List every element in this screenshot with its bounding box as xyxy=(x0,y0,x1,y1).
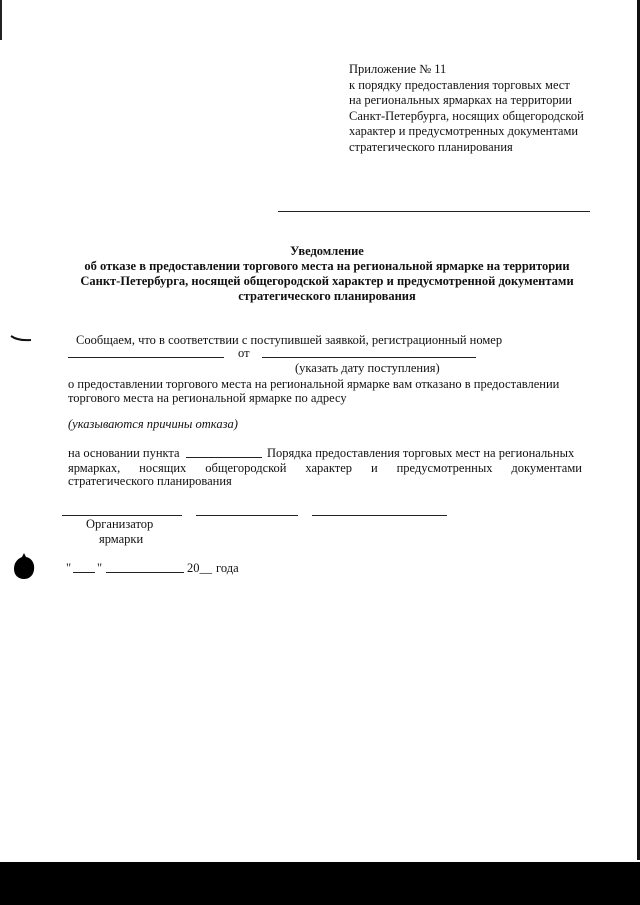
annex-line: на региональных ярмарках на территории xyxy=(349,93,572,108)
annex-line: к порядку предоставления торговых мест xyxy=(349,77,570,92)
basis-word: характер xyxy=(305,461,353,475)
basis-word: носящих xyxy=(139,461,187,475)
basis-word: ярмарках, xyxy=(68,461,121,475)
basis-prefix: на основании пункта xyxy=(68,446,180,460)
date-close-quote: " xyxy=(97,561,103,575)
refusal-text: о предоставлении торгового места на региональной ярмарке вам отказано в предоставлении xyxy=(68,377,560,391)
name-line xyxy=(312,515,447,516)
scan-mark-icon xyxy=(10,335,32,342)
title-line: стратегического планирования xyxy=(238,289,416,303)
recipient-blank-line xyxy=(278,211,590,212)
title-heading: Уведомление xyxy=(290,244,364,258)
organizer-label: Организатор xyxy=(86,517,154,531)
date-open-quote: " xyxy=(66,561,72,575)
date-hint: (указать дату поступления) xyxy=(295,361,440,375)
basis-word: документами xyxy=(511,461,582,475)
hole-punch-icon xyxy=(12,552,36,580)
day-blank xyxy=(73,572,95,573)
intro-text: Сообщаем, что в соответствии с поступившей заявкой, регистрационный номер xyxy=(76,333,503,347)
organizer-signature-line xyxy=(62,515,182,516)
basis-word: общегородской xyxy=(205,461,287,475)
reasons-hint: (указываются причины отказа) xyxy=(68,417,238,431)
signature-line xyxy=(196,515,298,516)
annex-line: стратегического планирования xyxy=(349,139,513,154)
basis-text: стратегического планирования xyxy=(68,474,232,488)
date-blank-line xyxy=(262,357,476,358)
refusal-text: торгового места на региональной ярмарке по адресу xyxy=(68,391,347,405)
organizer-label: ярмарки xyxy=(99,532,144,546)
month-blank xyxy=(106,572,184,573)
annex-header xyxy=(349,62,639,156)
year-suffix: года xyxy=(216,561,239,575)
year-field: 20__ xyxy=(187,561,212,575)
basis-text: Порядка предоставления торговых мест на региональных xyxy=(267,446,575,460)
clause-number-blank xyxy=(186,457,262,458)
scan-edge-mark xyxy=(0,0,2,40)
annex-line: Санкт-Петербурга, носящих общегородской xyxy=(349,108,584,123)
from-label: от xyxy=(238,346,250,360)
basis-word: предусмотренных xyxy=(396,461,493,475)
basis-word: и xyxy=(370,461,378,475)
annex-number: Приложение № 11 xyxy=(349,62,447,76)
registration-number-blank xyxy=(68,357,224,358)
document-title xyxy=(62,244,592,304)
annex-line: характер и предусмотренных документами xyxy=(349,124,579,139)
title-line: об отказе в предоставлении торгового места на региональной ярмарке на территории xyxy=(84,259,570,273)
title-line: Санкт-Петербурга, носящей общегородской характер и предусмотренной документами xyxy=(80,274,574,288)
scan-bottom-band xyxy=(0,862,640,905)
